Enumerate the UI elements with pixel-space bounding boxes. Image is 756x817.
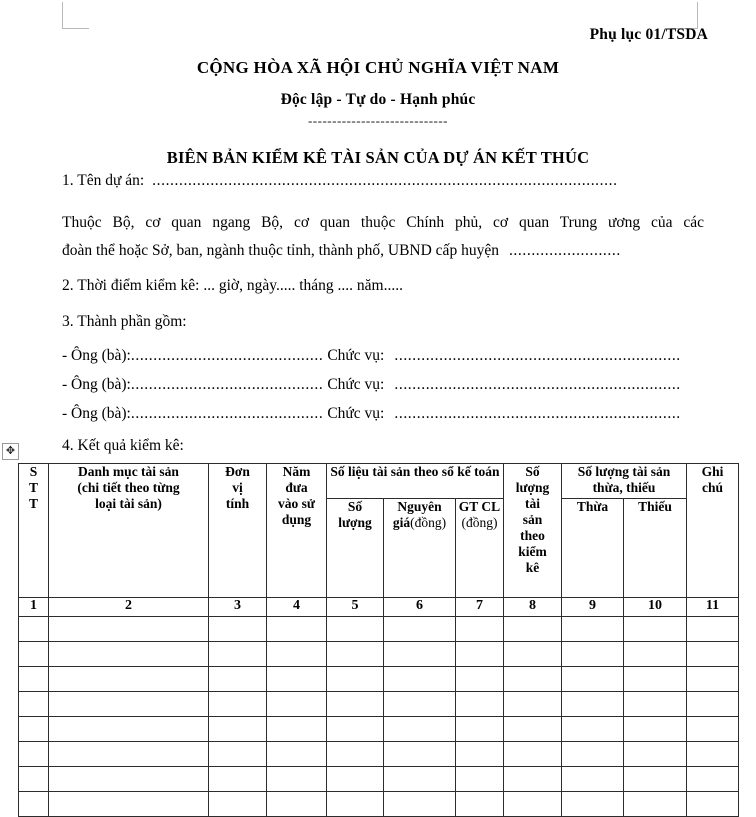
col-number: 3 (209, 598, 267, 617)
header-note: Ghi chú (687, 464, 739, 598)
table-cell[interactable] (456, 717, 504, 742)
motto-divider: ----------------------------- (307, 113, 449, 128)
col-number: 4 (267, 598, 327, 617)
table-cell[interactable] (504, 742, 562, 767)
table-cell[interactable] (209, 692, 267, 717)
agency-paragraph-line-2 (62, 242, 704, 260)
agency-paragraph-line-1: Thuộc Bộ, cơ quan ngang Bộ, cơ quan thuộc Chính phủ, cơ quan Trung ương của các (62, 214, 704, 231)
table-cell[interactable] (384, 617, 456, 642)
table-cell[interactable] (209, 742, 267, 767)
member-row-2 (62, 376, 704, 394)
table-cell[interactable] (209, 767, 267, 792)
move-table-icon[interactable]: ✥ (2, 443, 19, 460)
table-cell[interactable] (19, 667, 49, 692)
member-label: - Ông (bà): (62, 346, 131, 364)
table-cell[interactable] (687, 792, 739, 817)
table-cell[interactable] (49, 617, 209, 642)
table-row[interactable] (19, 742, 739, 767)
header-unit: Đơn vị tính (209, 464, 267, 598)
table-column-number-row (19, 598, 739, 617)
col-number: 10 (624, 598, 687, 617)
member-row-3 (62, 405, 704, 423)
table-cell[interactable] (384, 792, 456, 817)
table-cell[interactable] (687, 692, 739, 717)
project-name-label: 1. Tên dự án: (62, 172, 145, 189)
table-cell[interactable] (456, 792, 504, 817)
agency-dots[interactable]: ......................... (508, 242, 621, 260)
table-cell[interactable] (384, 667, 456, 692)
table-cell[interactable] (267, 742, 327, 767)
table-cell[interactable] (562, 742, 624, 767)
table-cell[interactable] (267, 642, 327, 667)
header-surplus: Thừa (562, 499, 624, 598)
col-number: 8 (504, 598, 562, 617)
table-cell[interactable] (456, 692, 504, 717)
table-cell[interactable] (562, 692, 624, 717)
result-heading: 4. Kết quả kiểm kê: (62, 436, 184, 454)
table-cell[interactable] (19, 692, 49, 717)
table-cell[interactable] (19, 642, 49, 667)
table-row[interactable] (19, 692, 739, 717)
col-number: 9 (562, 598, 624, 617)
table-cell[interactable] (327, 742, 384, 767)
table-cell[interactable] (687, 617, 739, 642)
table-cell[interactable] (49, 667, 209, 692)
header-residual-value: GT CL (đồng) (456, 499, 504, 598)
table-cell[interactable] (624, 617, 687, 642)
table-cell[interactable] (456, 767, 504, 792)
table-cell[interactable] (624, 742, 687, 767)
member-name-dots[interactable]: ........................................... (130, 375, 324, 393)
table-cell[interactable] (49, 767, 209, 792)
table-header-row-1 (19, 464, 739, 499)
table-cell[interactable] (562, 617, 624, 642)
table-cell[interactable] (209, 792, 267, 817)
table-cell[interactable] (384, 642, 456, 667)
table-cell[interactable] (327, 642, 384, 667)
table-cell[interactable] (49, 742, 209, 767)
table-cell[interactable] (384, 692, 456, 717)
col-number: 6 (384, 598, 456, 617)
table-cell[interactable] (327, 767, 384, 792)
table-cell[interactable] (687, 642, 739, 667)
crop-mark-top-right (671, 2, 698, 29)
table-cell[interactable] (19, 792, 49, 817)
table-cell[interactable] (456, 742, 504, 767)
table-cell[interactable] (209, 667, 267, 692)
national-heading: CỘNG HÒA XÃ HỘI CHỦ NGHĨA VIỆT NAM (196, 58, 560, 77)
table-cell[interactable] (687, 767, 739, 792)
table-row[interactable] (19, 717, 739, 742)
table-cell[interactable] (624, 692, 687, 717)
document-body (62, 172, 704, 457)
table-cell[interactable] (456, 667, 504, 692)
table-cell[interactable] (267, 767, 327, 792)
table-cell[interactable] (267, 717, 327, 742)
header-inventory-quantity: Số lượng tài sản theo kiểm kê (504, 464, 562, 598)
table-cell[interactable] (624, 667, 687, 692)
position-label: Chức vụ: (327, 404, 385, 422)
position-dots[interactable]: ................................................................ (394, 375, 681, 393)
field-inventory-time: 2. Thời điểm kiểm kê: ... giờ, ngày..... tháng .... năm..... (62, 277, 403, 295)
table-cell[interactable] (327, 617, 384, 642)
table-cell[interactable] (624, 767, 687, 792)
table-cell[interactable] (562, 792, 624, 817)
header-original-price: Nguyên giá(đồng) (384, 499, 456, 598)
member-name-dots[interactable]: ........................................... (130, 404, 324, 422)
annex-label: Phụ lục 01/TSDA (589, 26, 708, 43)
member-row-1 (62, 347, 704, 365)
col-number: 1 (19, 598, 49, 617)
position-label: Chức vụ: (327, 375, 385, 393)
table-cell[interactable] (19, 717, 49, 742)
table-cell[interactable] (49, 792, 209, 817)
header-deficit: Thiếu (624, 499, 687, 598)
table-cell[interactable] (687, 742, 739, 767)
table-cell[interactable] (267, 617, 327, 642)
table-cell[interactable] (49, 692, 209, 717)
table-row[interactable] (19, 642, 739, 667)
table-cell[interactable] (687, 717, 739, 742)
table-cell[interactable] (624, 792, 687, 817)
table-cell[interactable] (384, 717, 456, 742)
table-cell[interactable] (384, 767, 456, 792)
table-cell[interactable] (687, 667, 739, 692)
header-accounting-quantity: Số lượng (327, 499, 384, 598)
table-cell[interactable] (267, 692, 327, 717)
table-row[interactable] (19, 667, 739, 692)
col-number: 7 (456, 598, 504, 617)
table-cell[interactable] (504, 792, 562, 817)
table-cell[interactable] (562, 642, 624, 667)
table-cell[interactable] (19, 767, 49, 792)
position-dots[interactable]: ................................................................ (394, 346, 681, 364)
table-cell[interactable] (384, 742, 456, 767)
table-cell[interactable] (209, 717, 267, 742)
field-project-name (62, 172, 704, 190)
table-cell[interactable] (456, 617, 504, 642)
table-cell[interactable] (624, 642, 687, 667)
table-row[interactable] (19, 767, 739, 792)
table-cell[interactable] (562, 717, 624, 742)
project-name-dots[interactable]: ........................................................................................................ (152, 172, 618, 189)
table-cell[interactable] (504, 692, 562, 717)
table-cell[interactable] (19, 617, 49, 642)
table-cell[interactable] (209, 642, 267, 667)
members-heading: 3. Thành phần gồm: (62, 313, 187, 331)
table-cell[interactable] (562, 667, 624, 692)
header-year-in-use: Năm đưa vào sử dụng (267, 464, 327, 598)
table-cell[interactable] (504, 667, 562, 692)
position-label: Chức vụ: (327, 346, 385, 364)
position-dots[interactable]: ................................................................ (394, 404, 681, 422)
national-motto: Độc lập - Tự do - Hạnh phúc (280, 91, 476, 108)
header-stt: S T T (19, 464, 49, 598)
table-cell[interactable] (19, 742, 49, 767)
col-number: 5 (327, 598, 384, 617)
table-cell[interactable] (456, 642, 504, 667)
inventory-table (18, 463, 739, 817)
table-cell[interactable] (562, 767, 624, 792)
table-cell[interactable] (209, 617, 267, 642)
table-body (19, 617, 739, 817)
table-cell[interactable] (327, 667, 384, 692)
header-accounting-group: Số liệu tài sản theo sổ kế toán (327, 464, 504, 499)
table-row[interactable] (19, 617, 739, 642)
table-cell[interactable] (267, 792, 327, 817)
table-cell[interactable] (327, 792, 384, 817)
header-surplus-deficit-group: Số lượng tài sản thừa, thiếu (562, 464, 687, 499)
member-label: - Ông (bà): (62, 375, 131, 393)
member-name-dots[interactable]: ........................................... (130, 346, 324, 364)
table-cell[interactable] (504, 642, 562, 667)
table-row[interactable] (19, 792, 739, 817)
table-cell[interactable] (624, 717, 687, 742)
col-number: 2 (49, 598, 209, 617)
table-cell[interactable] (49, 717, 209, 742)
table-cell[interactable] (504, 717, 562, 742)
table-cell[interactable] (327, 692, 384, 717)
table-cell[interactable] (327, 717, 384, 742)
col-number: 11 (687, 598, 739, 617)
header-asset-list: Danh mục tài sản (chi tiết theo từng loại tài sản) (49, 464, 209, 598)
table-cell[interactable] (504, 617, 562, 642)
member-label: - Ông (bà): (62, 404, 131, 422)
crop-mark-top-left (62, 2, 89, 29)
table-cell[interactable] (267, 667, 327, 692)
table-cell[interactable] (49, 642, 209, 667)
document-title: BIÊN BẢN KIỂM KÊ TÀI SẢN CỦA DỰ ÁN KẾT THÚC (166, 148, 590, 167)
agency-paragraph-text: đoàn thể hoặc Sở, ban, ngành thuộc tỉnh, thành phố, UBND cấp huyện (62, 242, 499, 260)
table-cell[interactable] (504, 767, 562, 792)
